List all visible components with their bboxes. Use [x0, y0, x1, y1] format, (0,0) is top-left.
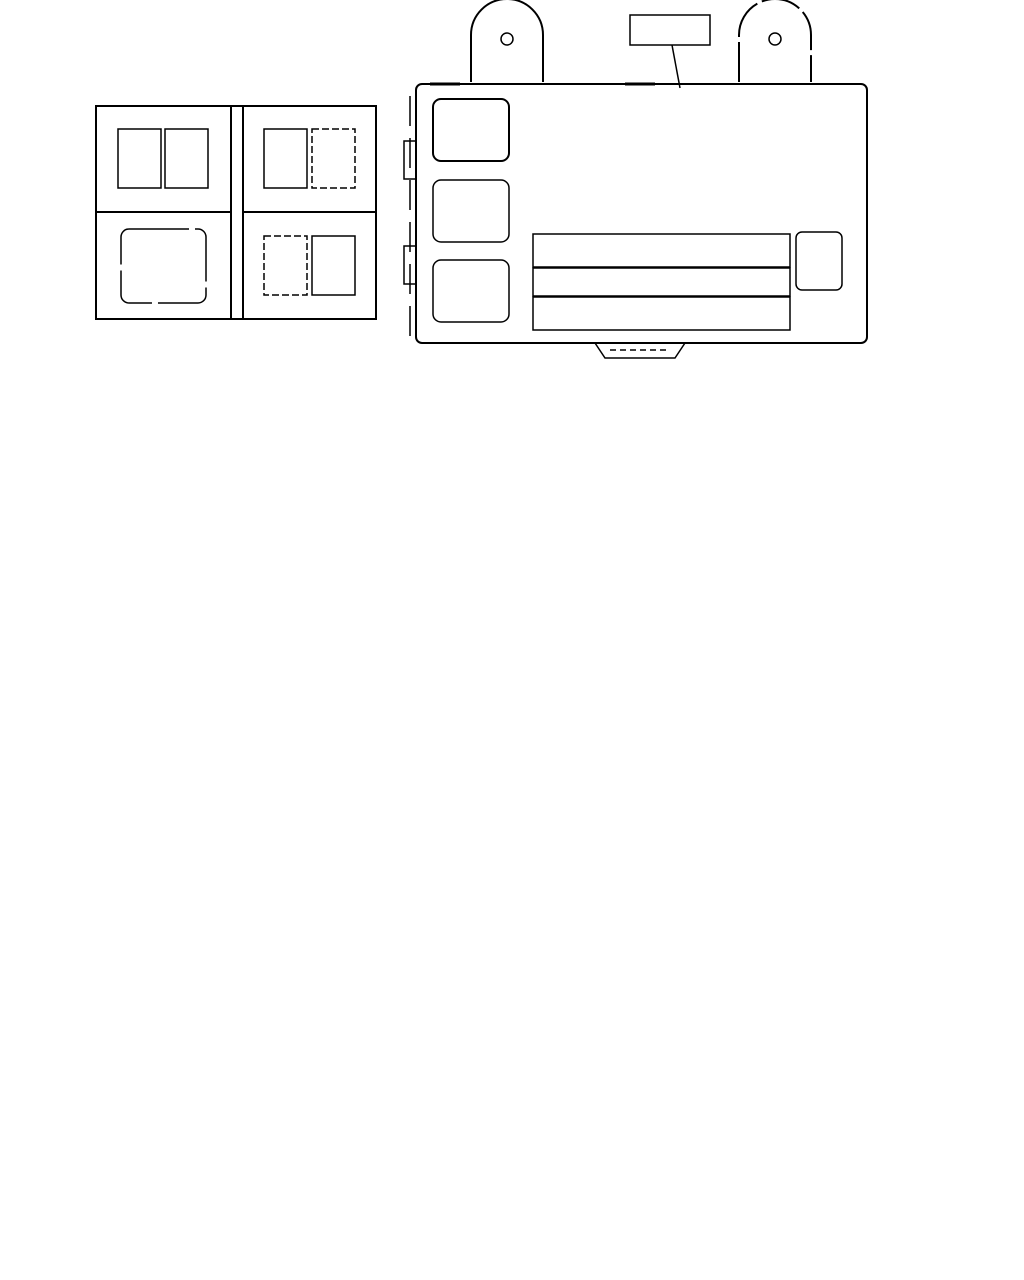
auxiliary-relay-block	[96, 106, 376, 319]
main-relay-box	[404, 0, 867, 358]
reference-callout	[630, 15, 710, 88]
relay-box-diagram	[0, 0, 1024, 390]
